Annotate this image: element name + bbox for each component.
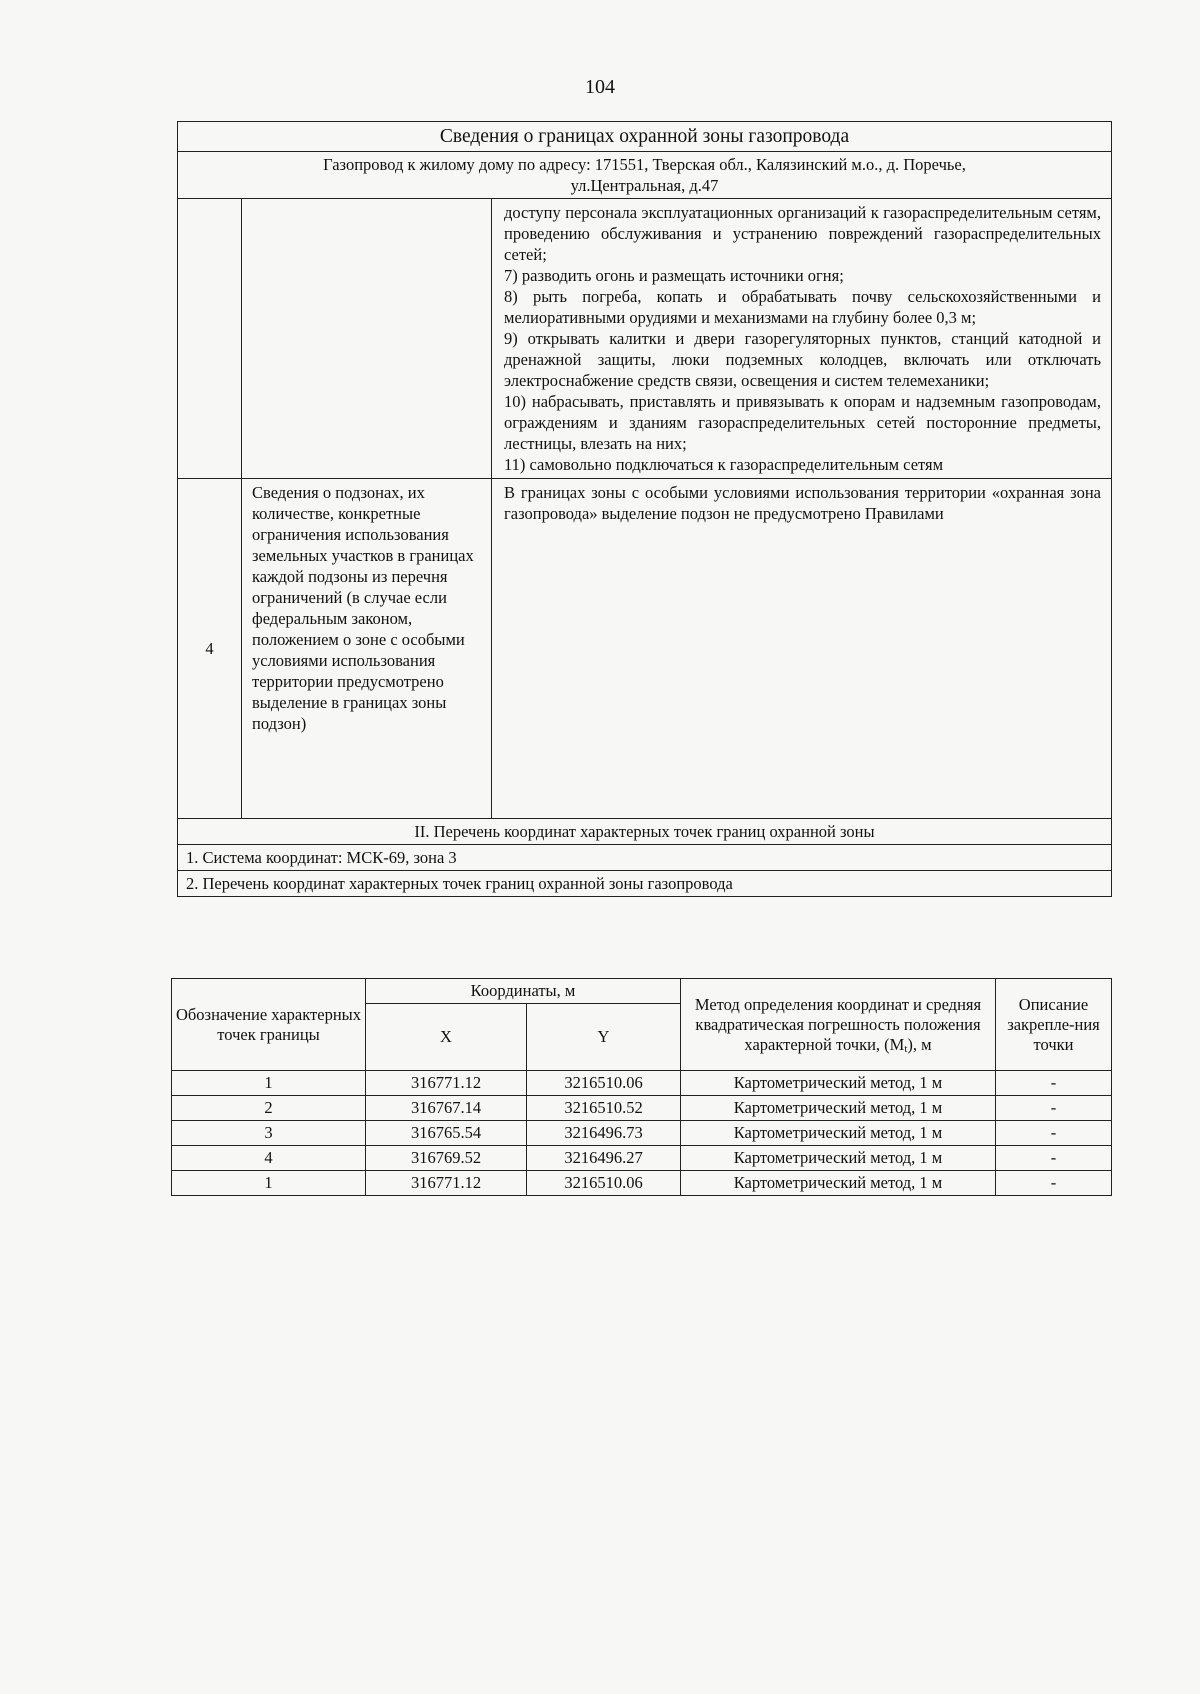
point-cell: 4 [172,1146,366,1171]
header-fixing: Описание закрепле-ния точки [996,979,1112,1071]
row-number: 4 [178,479,242,819]
restriction-paragraph: 8) рыть погреба, копать и обрабатывать почву сельскохозяйственными и мелиоративными орудиями и механизмами на глубину более 0,3 м; [504,287,1101,327]
restriction-paragraph: 11) самовольно подключаться к газораспределительным сетям [504,455,944,474]
y-cell: 3216510.52 [527,1096,681,1121]
coordinates-table [171,978,1111,1196]
row-label: Сведения о подзонах, их количестве, конкретные ограничения использования земельных участков в границах каждой подзоны из перечня ограничений (в случае если федеральным законом, положением о зоне с особыми условиями использования территории предусмотрено выделение в границах зоны подзон) [242,479,492,819]
header-designation: Обозначение характерных точек границы [172,979,366,1071]
header-x: X [366,1004,527,1071]
y-cell: 3216496.27 [527,1146,681,1171]
row-value: В границах зоны с особыми условиями использования территории «охранная зона газопровода» выделение подзон не предусмотрено Правилами [492,479,1112,819]
object-address-line2: ул.Центральная, д.47 [570,176,719,195]
table-row [172,1121,1112,1146]
table-row [172,1071,1112,1096]
fixing-cell: - [996,1096,1112,1121]
point-cell: 1 [172,1071,366,1096]
table-row-subzones [178,479,1112,819]
row-label-empty [242,199,492,479]
method-cell: Картометрический метод, 1 м [681,1121,996,1146]
y-cell: 3216510.06 [527,1071,681,1096]
coordinate-system: 1. Система координат: МСК-69, зона 3 [178,845,1112,871]
point-cell: 2 [172,1096,366,1121]
table-row [172,1096,1112,1121]
y-cell: 3216510.06 [527,1171,681,1196]
table-row [172,1171,1112,1196]
x-cell: 316771.12 [366,1071,527,1096]
fixing-cell: - [996,1146,1112,1171]
table-title: Сведения о границах охранной зоны газопровода [178,122,1112,152]
object-address [178,152,1112,199]
restriction-paragraph: 10) набрасывать, приставлять и привязывать к опорам и надземным газопроводам, ограждениям и зданиям газораспределительных сетей посторонние предметы, лестницы, влезать на них; [504,392,1101,453]
object-address-line1: Газопровод к жилому дому по адресу: 171551, Тверская обл., Калязинский м.о., д. Поречье, [323,155,966,174]
header-method-text: Метод определения координат и средняя квадратическая погрешность положения характерной точки, (M [694,994,982,1054]
header-method [681,979,996,1071]
x-cell: 316771.12 [366,1171,527,1196]
restriction-paragraph: 7) разводить огонь и размещать источники огня; [504,266,844,285]
point-cell: 3 [172,1121,366,1146]
row-number-empty [178,199,242,479]
x-cell: 316769.52 [366,1146,527,1171]
restrictions-list [492,199,1112,479]
method-cell: Картометрический метод, 1 м [681,1171,996,1196]
point-cell: 1 [172,1171,366,1196]
x-cell: 316767.14 [366,1096,527,1121]
section-2-title: II. Перечень координат характерных точек границ охранной зоны [178,819,1112,845]
page-number: 104 [585,76,615,98]
y-cell: 3216496.73 [527,1121,681,1146]
method-cell: Картометрический метод, 1 м [681,1096,996,1121]
header-method-subscript: t [904,1042,908,1055]
header-y: Y [527,1004,681,1071]
restriction-paragraph: доступу персонала эксплуатационных организаций к газораспределительным сетям, проведению обслуживания и устранению повреждений газораспределительных сетей; [504,203,1101,264]
fixing-cell: - [996,1171,1112,1196]
header-method-suffix: ), м [907,1034,932,1054]
x-cell: 316765.54 [366,1121,527,1146]
protection-zone-info-table [177,121,1111,897]
header-coordinates: Координаты, м [366,979,681,1004]
restriction-paragraph: 9) открывать калитки и двери газорегуляторных пунктов, станций катодной и дренажной защиты, люки подземных колодцев, включать или отключать электроснабжение средств связи, освещения и систем телемеханики; [504,329,1101,390]
table-row-restrictions-continued [178,199,1112,479]
fixing-cell: - [996,1121,1112,1146]
fixing-cell: - [996,1071,1112,1096]
coordinate-list-title: 2. Перечень координат характерных точек границ охранной зоны газопровода [178,871,1112,897]
method-cell: Картометрический метод, 1 м [681,1071,996,1096]
method-cell: Картометрический метод, 1 м [681,1146,996,1171]
table-row [172,1146,1112,1171]
